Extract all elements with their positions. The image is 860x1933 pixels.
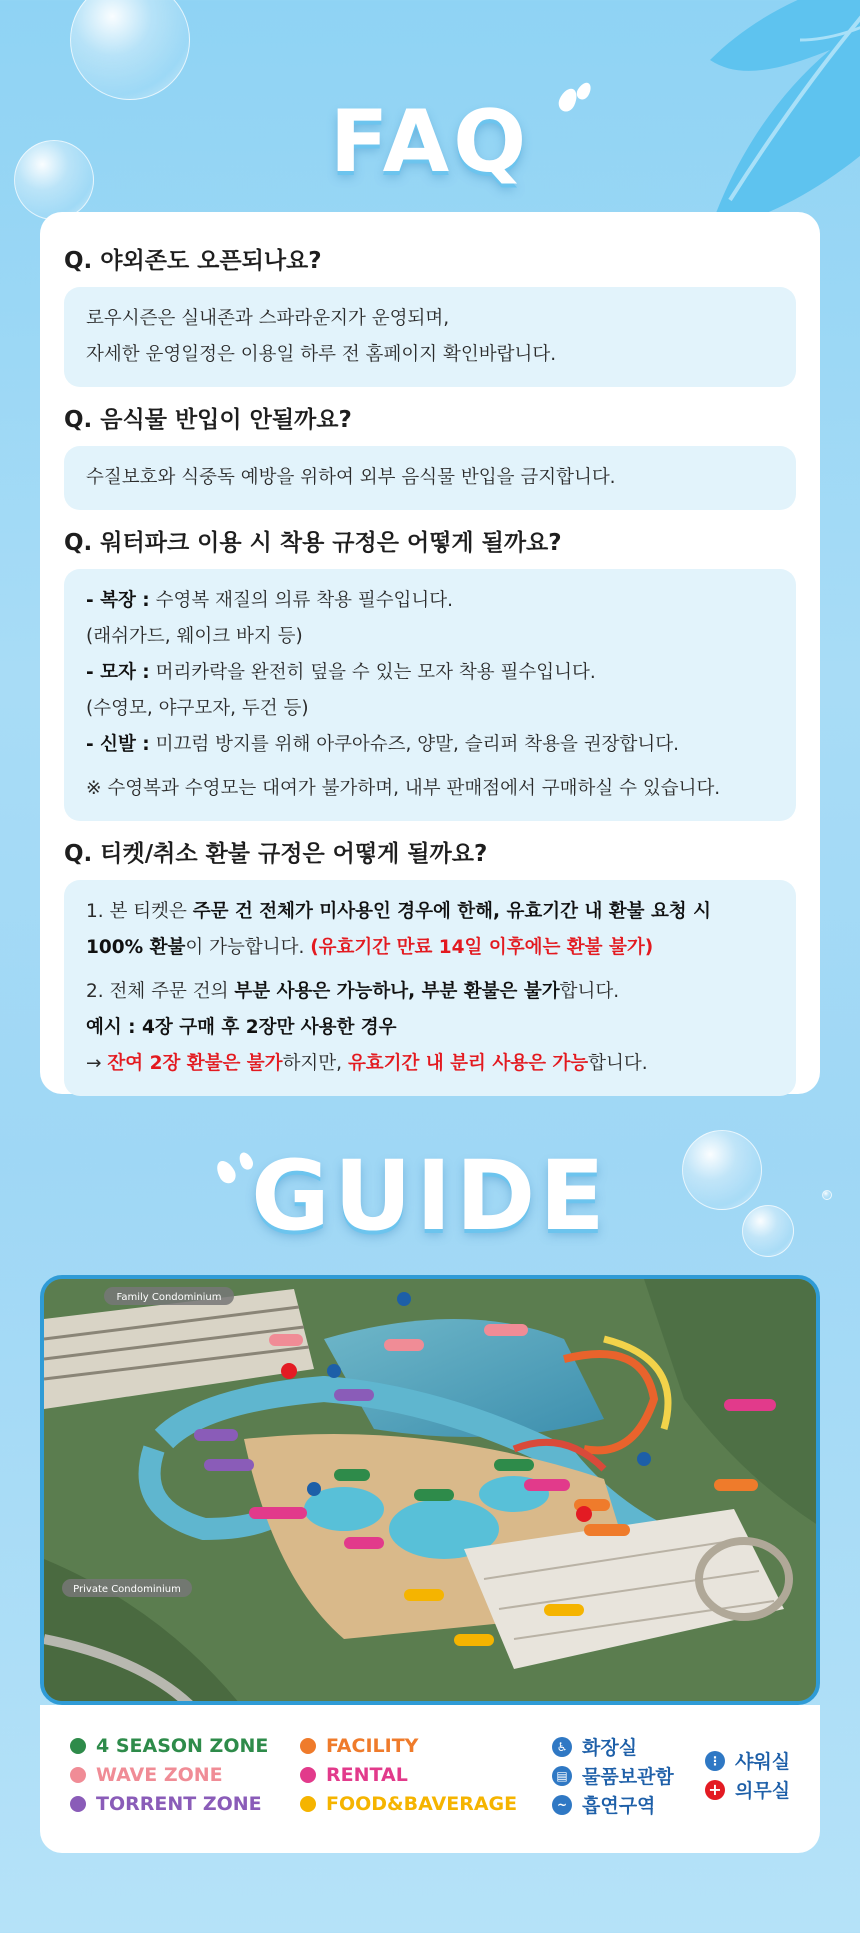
refund-text: 합니다.: [559, 981, 620, 1002]
rule-line: [86, 655, 774, 691]
refund-warning: 유효기간 내 분리 사용은 가능: [347, 1053, 589, 1074]
refund-bold: 주문 건 전체가 미사용인 경우에 한해, 유효기간 내 환불 요청 시: [192, 901, 711, 922]
faq-answer-3: [64, 569, 796, 821]
legend-label: 물품보관함: [582, 1766, 674, 1788]
rule-text: 머리카락을 완전히 덮을 수 있는 모자 착용 필수입니다.: [149, 662, 596, 683]
medical-icon: +: [705, 1780, 725, 1800]
map-label-family: Family Condominium: [116, 1292, 222, 1303]
rule-sub: (수영모, 야구모자, 두건 등): [86, 698, 309, 719]
legend-zone-4season: [70, 1735, 268, 1757]
legend-dot: [70, 1767, 86, 1783]
bubble-decoration: [70, 0, 190, 100]
legend-label: 화장실: [582, 1737, 638, 1759]
legend-label: TORRENT ZONE: [96, 1793, 262, 1815]
answer-line: 자세한 운영일정은 이용일 하루 전 홈페이지 확인바랍니다.: [86, 344, 557, 365]
rule-text: 수영복 재질의 의류 착용 필수입니다.: [149, 590, 454, 611]
arrow-text: →: [86, 1053, 108, 1074]
refund-text: 하지만,: [282, 1053, 348, 1074]
park-map: [40, 1275, 820, 1705]
legend-rental: [300, 1764, 408, 1786]
refund-bold: 부분 사용은 가능하나, 부분 환불은 불가: [234, 981, 560, 1002]
faq-question-4: Q. 티켓/취소 환불 규정은 어떻게 될까요?: [64, 841, 488, 867]
refund-example-text: 예시 : 4장 구매 후 2장만 사용한 경우: [86, 1017, 397, 1038]
legend-food: [300, 1793, 517, 1815]
faq-title: FAQ: [329, 92, 531, 192]
rule-label: - 신발 :: [86, 734, 150, 755]
legend-label: FOOD&BAVERAGE: [326, 1793, 518, 1815]
restroom-icon: ♿: [552, 1737, 572, 1757]
legend-label: RENTAL: [326, 1764, 408, 1786]
legend-restroom: [552, 1733, 637, 1760]
legend-zone-wave: [70, 1764, 223, 1786]
refund-warning: (유효기간 만료 14일 이후에는 환불 불가): [310, 937, 654, 958]
map-label-private: Private Condominium: [73, 1584, 181, 1595]
park-map-illustration: [44, 1279, 820, 1705]
rule-sub: (래쉬가드, 웨이크 바지 등): [86, 626, 303, 647]
faq-question-3: Q. 워터파크 이용 시 착용 규정은 어떻게 될까요?: [64, 530, 562, 556]
legend-facility: [300, 1735, 418, 1757]
legend-zone-torrent: [70, 1793, 262, 1815]
guide-title: GUIDE: [251, 1140, 609, 1252]
legend-label: 의무실: [735, 1780, 791, 1802]
refund-warning: 잔여 2장 환불은 불가: [107, 1053, 283, 1074]
map-legend: [40, 1705, 820, 1853]
legend-dot: [70, 1796, 86, 1812]
rule-line: [86, 583, 774, 619]
legend-medical: [705, 1776, 790, 1803]
rule-note: ※ 수영복과 수영모는 대여가 불가하며, 내부 판매점에서 구매하실 수 있습니다.: [86, 778, 721, 799]
legend-dot: [300, 1767, 316, 1783]
shower-icon: ⋮: [705, 1751, 725, 1771]
answer-line: 수질보호와 식중독 예방을 위하여 외부 음식물 반입을 금지합니다.: [86, 467, 616, 488]
refund-bold: 100% 환불: [86, 937, 186, 958]
refund-text: 1. 본 티켓은: [86, 901, 193, 922]
legend-locker: [552, 1762, 674, 1789]
refund-line-5: [86, 1046, 774, 1082]
legend-label: 흡연구역: [582, 1795, 656, 1817]
refund-line-1: [86, 894, 774, 930]
faq-answer-2: [64, 446, 796, 510]
rule-label: - 모자 :: [86, 662, 150, 683]
refund-text: 2. 전체 주문 건의: [86, 981, 235, 1002]
legend-smoking: [552, 1791, 655, 1818]
refund-line-3: [86, 974, 774, 1010]
legend-label: 샤워실: [735, 1751, 791, 1773]
faq-answer-4: [64, 880, 796, 1096]
rule-label: - 복장 :: [86, 590, 150, 611]
locker-icon: ▤: [552, 1766, 572, 1786]
faq-card: [40, 212, 820, 1094]
legend-label: WAVE ZONE: [96, 1764, 223, 1786]
smoking-icon: ~: [552, 1795, 572, 1815]
refund-line-2: [86, 930, 774, 966]
answer-line: 로우시즌은 실내존과 스파라운지가 운영되며,: [86, 308, 450, 329]
legend-dot: [300, 1796, 316, 1812]
refund-text: 합니다.: [588, 1053, 648, 1074]
refund-text: 이 가능합니다.: [185, 937, 311, 958]
faq-question-1: Q. 야외존도 오픈되나요?: [64, 248, 322, 274]
rule-text: 미끄럼 방지를 위해 아쿠아슈즈, 양말, 슬리퍼 착용을 권장합니다.: [149, 734, 680, 755]
faq-question-2: Q. 음식물 반입이 안될까요?: [64, 407, 352, 433]
legend-shower: [705, 1747, 790, 1774]
legend-label: 4 SEASON ZONE: [96, 1735, 269, 1757]
legend-label: FACILITY: [326, 1735, 419, 1757]
rule-line: [86, 727, 774, 763]
refund-example: [86, 1010, 774, 1046]
faq-answer-1: [64, 287, 796, 387]
legend-dot: [70, 1738, 86, 1754]
legend-dot: [300, 1738, 316, 1754]
